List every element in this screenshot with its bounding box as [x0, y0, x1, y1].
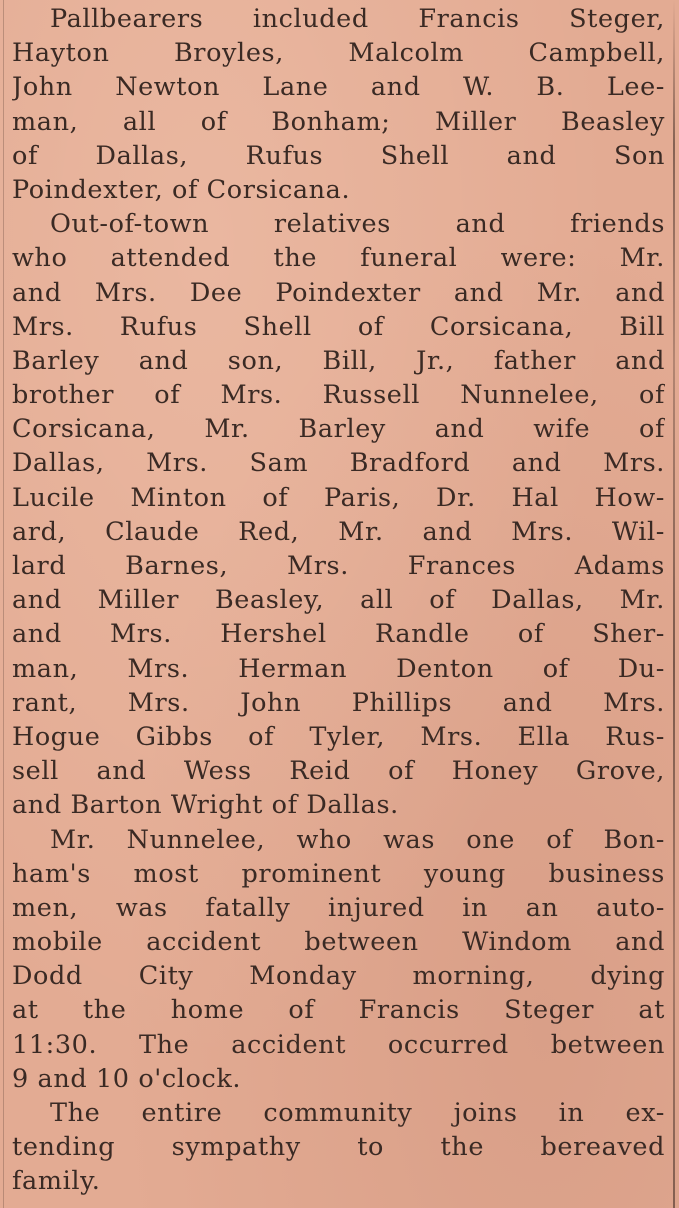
text-line: men, was fatally injured in an auto-	[12, 892, 665, 923]
paragraph-sympathy	[12, 1096, 665, 1199]
left-edge-rule	[3, 0, 4, 1208]
text-line: Mr. Nunnelee, who was one of Bon-	[50, 824, 665, 855]
paragraph-accident	[12, 823, 665, 1097]
text-line: and Miller Beasley, all of Dallas, Mr.	[12, 585, 665, 616]
text-line: Corsicana, Mr. Barley and wife of	[12, 414, 665, 445]
text-line: The entire community joins in ex-	[50, 1098, 665, 1128]
text-line: John Newton Lane and W. B. Lee-	[12, 72, 665, 103]
text-line: and Mrs. Dee Poindexter and Mr. and	[12, 277, 665, 308]
text-line: of Dallas, Rufus Shell and Son	[12, 140, 665, 171]
text-line: mobile accident between Windom and	[12, 927, 665, 958]
text-line: brother of Mrs. Russell Nunnelee, of	[12, 380, 665, 411]
paragraph-pallbearers	[12, 2, 665, 207]
text-line: 9 and 10 o'clock.	[12, 1063, 242, 1094]
text-line: man, all of Bonham; Miller Beasley	[12, 106, 665, 137]
text-line: Lucile Minton of Paris, Dr. Hal How-	[12, 482, 665, 513]
paragraph-relatives	[12, 207, 665, 822]
column-rule	[673, 0, 675, 1208]
text-line: rant, Mrs. John Phillips and Mrs.	[12, 687, 665, 718]
text-line: sell and Wess Reid of Honey Grove,	[12, 756, 665, 787]
text-line: at the home of Francis Steger at	[12, 995, 665, 1026]
text-line: ard, Claude Red, Mr. and Mrs. Wil-	[12, 516, 665, 547]
text-line: ham's most prominent young business	[12, 858, 665, 889]
text-line: Hayton Broyles, Malcolm Campbell,	[12, 38, 665, 69]
text-line: man, Mrs. Herman Denton of Du-	[12, 653, 665, 684]
text-line: Pallbearers included Francis Steger,	[50, 4, 665, 34]
text-line: Dallas, Mrs. Sam Bradford and Mrs.	[12, 448, 665, 479]
text-line: Hogue Gibbs of Tyler, Mrs. Ella Rus-	[12, 721, 665, 752]
text-line: 11:30. The accident occurred between	[12, 1029, 665, 1060]
text-line: and Barton Wright of Dallas.	[12, 790, 399, 821]
text-line: and Mrs. Hershel Randle of Sher-	[12, 619, 665, 650]
text-line: Dodd City Monday morning, dying	[12, 961, 665, 992]
text-line: tending sympathy to the bereaved	[12, 1132, 665, 1163]
article-body	[12, 2, 665, 1199]
text-line: family.	[12, 1166, 101, 1197]
text-line: Poindexter, of Corsicana.	[12, 174, 351, 205]
text-line: Out-of-town relatives and friends	[50, 209, 665, 240]
text-line: Mrs. Rufus Shell of Corsicana, Bill	[12, 311, 665, 342]
text-line: who attended the funeral were: Mr.	[12, 243, 665, 274]
text-line: lard Barnes, Mrs. Frances Adams	[12, 551, 665, 581]
text-line: Barley and son, Bill, Jr., father and	[12, 345, 665, 376]
